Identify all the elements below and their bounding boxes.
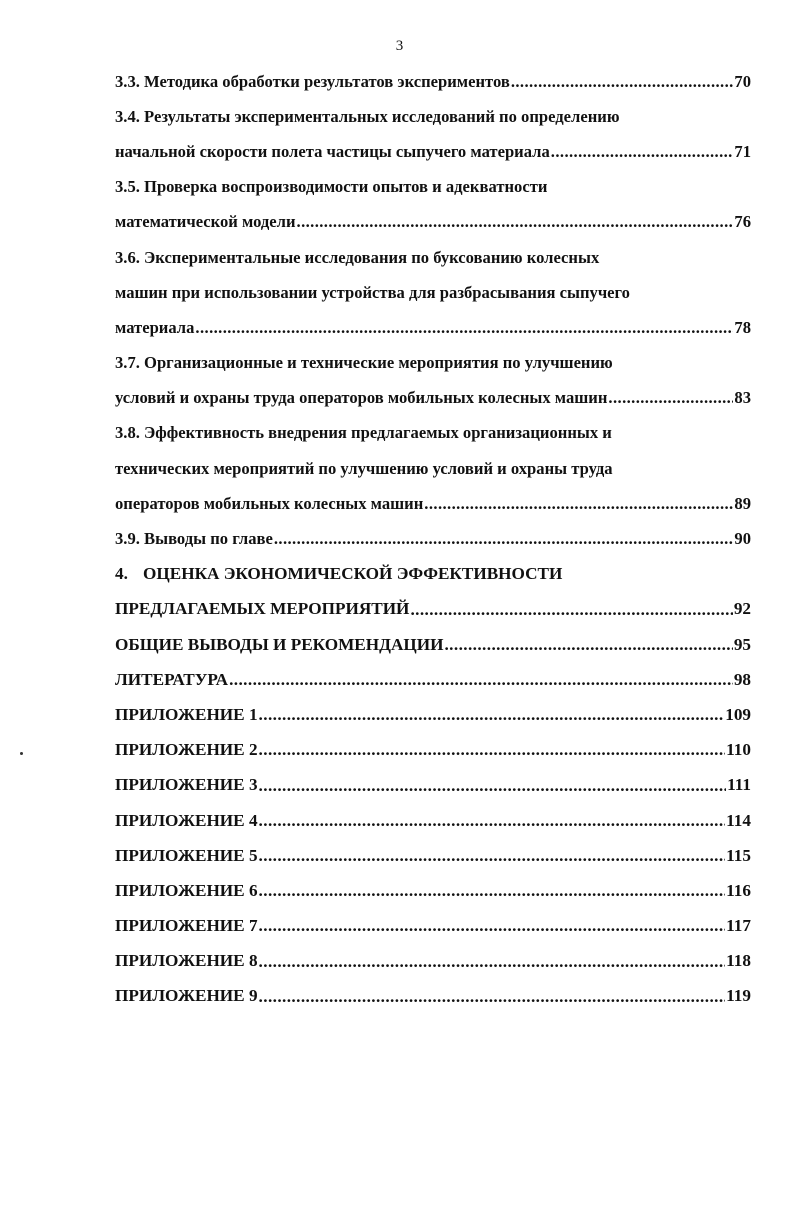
- toc-page-number: 76: [734, 212, 751, 232]
- toc-entry-title: ОЦЕНКА ЭКОНОМИЧЕСКОЙ ЭФФЕКТИВНОСТИ: [143, 564, 563, 584]
- toc-entry-line: [115, 64, 751, 99]
- toc-entry-title: 3.6. Экспериментальные исследования по буксованию колесных: [115, 247, 600, 267]
- toc-entry-line: [115, 416, 751, 451]
- dot-leader: [551, 142, 734, 162]
- toc-entry-title: ПРИЛОЖЕНИЕ 8: [115, 951, 258, 971]
- toc-entry-line: [115, 346, 751, 381]
- dot-leader: [259, 845, 726, 866]
- toc-page-number: 111: [727, 775, 751, 795]
- toc-entry-line: [115, 310, 751, 345]
- dot-leader: [444, 634, 732, 655]
- table-of-contents: [115, 64, 751, 1014]
- toc-entry-line: [115, 838, 751, 873]
- dot-leader: [410, 599, 732, 620]
- toc-entry-title: условий и охраны труда операторов мобильных колесных машин: [115, 388, 608, 408]
- toc-page-number: 118: [726, 951, 751, 971]
- toc-entry-line: [115, 803, 751, 838]
- toc-page-number: 89: [734, 493, 751, 513]
- dot-leader: [511, 72, 734, 92]
- dot-leader: [259, 916, 726, 937]
- toc-entry-title: ПРИЛОЖЕНИЕ 2: [115, 740, 258, 760]
- toc-entry-number: 4.: [115, 564, 128, 584]
- toc-entry-title: операторов мобильных колесных машин: [115, 493, 424, 513]
- toc-entry-title: ПРИЛОЖЕНИЕ 9: [115, 986, 258, 1006]
- toc-entry-line: [115, 909, 751, 944]
- toc-entry-title: ОБЩИЕ ВЫВОДЫ И РЕКОМЕНДАЦИИ: [115, 634, 444, 654]
- toc-entry-title: ПРЕДЛАГАЕМЫХ МЕРОПРИЯТИЙ: [115, 599, 410, 619]
- toc-entry-line: [115, 205, 751, 240]
- toc-page-number: 92: [733, 599, 751, 619]
- toc-page-number: 110: [726, 740, 751, 760]
- toc-entry-line: [115, 592, 751, 627]
- toc-entry-title: 3.9. Выводы по главе: [115, 529, 273, 549]
- toc-entry-line: [115, 627, 751, 662]
- toc-page-number: 115: [726, 845, 751, 865]
- toc-entry-line: [115, 275, 751, 310]
- dot-leader: [229, 669, 733, 690]
- dot-leader: [259, 775, 727, 796]
- toc-page-number: 119: [726, 986, 751, 1006]
- toc-entry-title: ПРИЛОЖЕНИЕ 7: [115, 916, 258, 936]
- page-number: 3: [395, 38, 404, 54]
- toc-entry-line: [115, 486, 751, 521]
- dot-leader: [297, 212, 734, 232]
- toc-entry-title: 3.8. Эффективность внедрения предлагаемых организационных и: [115, 423, 612, 443]
- dot-leader: [274, 529, 734, 549]
- toc-entry-title: 3.4. Результаты экспериментальных исследований по определению: [115, 106, 620, 126]
- toc-entry-line: [115, 134, 751, 169]
- toc-entry-line: [115, 873, 751, 908]
- dot-leader: [195, 318, 733, 338]
- toc-page-number: 117: [726, 916, 751, 936]
- toc-entry-title: ПРИЛОЖЕНИЕ 4: [115, 810, 258, 830]
- toc-page-number: 114: [726, 810, 751, 830]
- toc-entry-line: [115, 733, 751, 768]
- toc-entry-line: [115, 768, 751, 803]
- dot-leader: [608, 388, 733, 408]
- toc-entry-title: технических мероприятий по улучшению условий и охраны труда: [115, 458, 613, 478]
- scan-artifact-dot: [20, 752, 23, 755]
- dot-leader: [259, 740, 726, 761]
- toc-entry-title: ЛИТЕРАТУРА: [115, 669, 229, 689]
- toc-entry-title: 3.3. Методика обработки результатов экспериментов: [115, 71, 510, 91]
- toc-page-number: 90: [734, 529, 751, 549]
- toc-entry-title: математической модели: [115, 212, 296, 232]
- toc-page-number: 116: [726, 880, 751, 900]
- toc-entry-title: 3.5. Проверка воспроизводимости опытов и адекватности: [115, 177, 548, 197]
- toc-page-number: 78: [734, 317, 751, 337]
- toc-entry-line: [115, 170, 751, 205]
- toc-page-number: 98: [733, 669, 751, 689]
- toc-entry-line: [115, 240, 751, 275]
- toc-entry-title: ПРИЛОЖЕНИЕ 5: [115, 845, 258, 865]
- toc-entry-line: [115, 662, 751, 697]
- toc-entry-line: [115, 979, 751, 1014]
- toc-page-number: 95: [733, 634, 751, 654]
- toc-entry-line: [115, 557, 751, 592]
- toc-entry-title: машин при использовании устройства для разбрасывания сыпучего: [115, 282, 630, 302]
- toc-page-number: 71: [734, 141, 751, 161]
- toc-page-number: 83: [734, 388, 751, 408]
- toc-entry-line: [115, 451, 751, 486]
- toc-entry-title: материала: [115, 317, 195, 337]
- dot-leader: [424, 494, 733, 514]
- toc-page-number: 109: [725, 704, 751, 724]
- toc-page-number: 70: [734, 71, 751, 91]
- dot-leader: [259, 810, 726, 831]
- toc-entry-title: ПРИЛОЖЕНИЕ 1: [115, 704, 258, 724]
- toc-entry-title: ПРИЛОЖЕНИЕ 6: [115, 880, 258, 900]
- dot-leader: [259, 951, 726, 972]
- dot-leader: [259, 986, 726, 1007]
- toc-entry-title: 3.7. Организационные и технические мероприятия по улучшению: [115, 353, 613, 373]
- toc-entry-title: начальной скорости полета частицы сыпучего материала: [115, 141, 550, 161]
- dot-leader: [259, 705, 725, 726]
- toc-entry-line: [115, 697, 751, 732]
- toc-entry-title: ПРИЛОЖЕНИЕ 3: [115, 775, 258, 795]
- toc-entry-line: [115, 521, 751, 556]
- toc-entry-line: [115, 381, 751, 416]
- dot-leader: [259, 881, 726, 902]
- toc-entry-line: [115, 99, 751, 134]
- toc-entry-line: [115, 944, 751, 979]
